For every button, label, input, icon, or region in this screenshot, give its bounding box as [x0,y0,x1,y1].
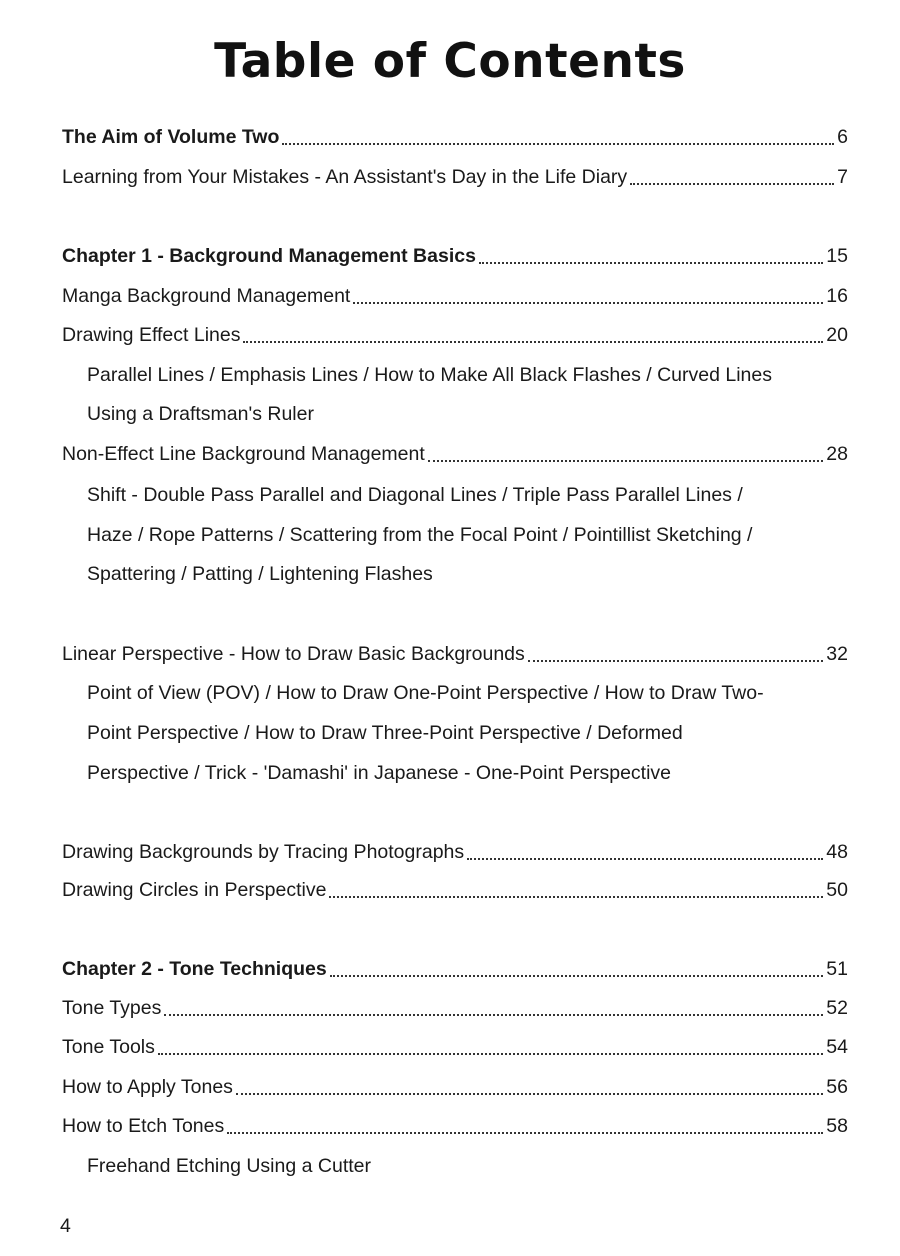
toc-entry-label: How to Apply Tones [62,1076,233,1098]
page-title: Table of Contents [214,34,686,89]
dot-leader [243,341,823,343]
toc-entry[interactable] [62,995,848,1021]
toc-entry-page: 6 [837,126,848,148]
toc-entry-page: 48 [826,841,848,863]
dot-leader [164,1014,823,1016]
dot-leader [479,262,823,264]
dot-leader [330,975,824,977]
toc-entry[interactable] [62,956,848,982]
toc-entry[interactable] [62,243,848,269]
toc-entry-page: 52 [826,997,848,1019]
page-number: 4 [60,1215,71,1237]
toc-entry-label: Drawing Circles in Perspective [62,879,327,901]
toc-entry[interactable] [62,441,848,467]
toc-entry-label: Drawing Effect Lines [62,324,241,346]
toc-entry-label: Linear Perspective - How to Draw Basic Backgrounds [62,643,525,665]
dot-leader [428,460,824,462]
dot-leader [353,302,823,304]
toc-subtopics-line: Spattering / Patting / Lightening Flashes [87,563,433,585]
toc-entry[interactable] [62,877,848,903]
dot-leader [227,1132,823,1134]
toc-entry-label: Drawing Backgrounds by Tracing Photographs [62,841,465,863]
toc-subtopics-line: Parallel Lines / Emphasis Lines / How to Make All Black Flashes / Curved Lines [87,364,772,386]
toc-entry-page: 16 [826,285,848,307]
toc-entry[interactable] [62,124,848,150]
dot-leader [630,183,834,185]
toc-entry-page: 56 [826,1076,848,1098]
toc-subtopics-line: Point of View (POV) / How to Draw One-Point Perspective / How to Draw Two- [87,682,764,704]
dot-leader [236,1093,823,1095]
toc-entry-page: 32 [826,643,848,665]
toc-entry-page: 20 [826,324,848,346]
toc-entry-label: Learning from Your Mistakes - An Assistant's Day in the Life Diary [62,166,628,188]
dot-leader [467,858,823,860]
toc-entry-page: 50 [826,879,848,901]
toc-entry-page: 54 [826,1036,848,1058]
dot-leader [158,1053,823,1055]
toc-subtopics-line: Point Perspective / How to Draw Three-Point Perspective / Deformed [87,722,683,744]
toc-entry[interactable] [62,283,848,309]
toc-entry[interactable] [62,839,848,865]
dot-leader [528,660,824,662]
toc-entry[interactable] [62,322,848,348]
toc-entry[interactable] [62,641,848,667]
toc-entry[interactable] [62,164,848,190]
toc-entry-label: The Aim of Volume Two [62,126,280,148]
toc-subtopics-line: Haze / Rope Patterns / Scattering from the Focal Point / Pointillist Sketching / [87,524,753,546]
toc-entry-label: How to Etch Tones [62,1115,225,1137]
dot-leader [329,896,823,898]
toc-entry[interactable] [62,1034,848,1060]
toc-entry-label: Tone Types [62,997,162,1019]
toc-entry[interactable] [62,1074,848,1100]
toc-subtopics-line: Shift - Double Pass Parallel and Diagonal Lines / Triple Pass Parallel Lines / [87,484,743,506]
toc-entry-page: 15 [826,245,848,267]
toc-entry-page: 7 [837,166,848,188]
toc-entry-label: Chapter 2 - Tone Techniques [62,958,327,980]
toc-entry[interactable] [62,1113,848,1139]
toc-entry-label: Chapter 1 - Background Management Basics [62,245,476,267]
toc-subtopics-line: Using a Draftsman's Ruler [87,403,314,425]
toc-entry-page: 28 [826,443,848,465]
toc-subtopics-line: Perspective / Trick - 'Damashi' in Japanese - One-Point Perspective [87,762,672,784]
toc-entry-label: Tone Tools [62,1036,155,1058]
toc-entry-page: 58 [826,1115,848,1137]
toc-subtopics-line: Freehand Etching Using a Cutter [87,1155,371,1177]
toc-entry-label: Non-Effect Line Background Management [62,443,425,465]
dot-leader [282,143,834,145]
toc-entry-page: 51 [826,958,848,980]
toc-entry-label: Manga Background Management [62,285,351,307]
